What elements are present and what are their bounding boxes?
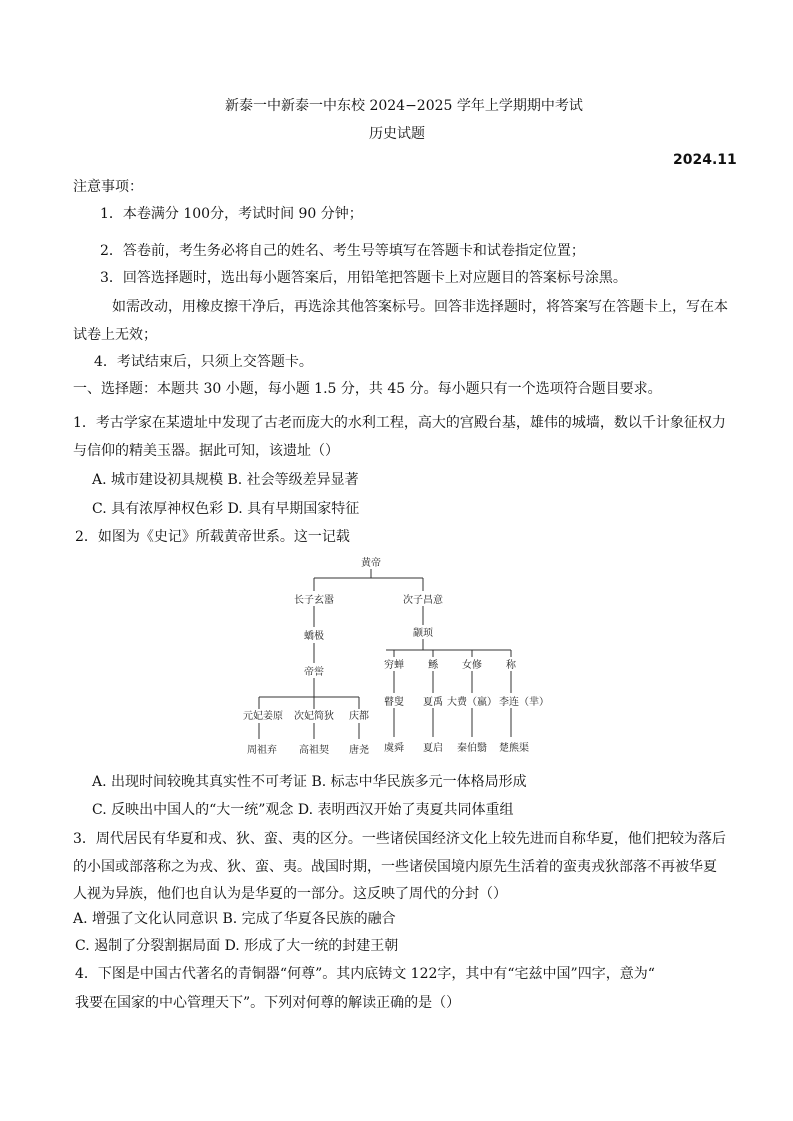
- note-item-1: 1．本卷满分 100分，考试时间 90 分钟；: [100, 206, 363, 222]
- node-diku: 帝喾: [304, 667, 324, 678]
- note-item-2: 2．答卷前，考生务必将自己的姓名、考生号等填写在答题卡和试卷指定位置；: [100, 243, 585, 259]
- node-lilian: 李连（芈）: [499, 697, 549, 708]
- node-xiayu: 夏禹: [423, 697, 443, 708]
- q3-stem-line-1: 3．周代居民有华夏和戎、狄、蛮、夷的区分。一些诸侯国经济文化上较先进而自称华夏，他们把较为落后: [73, 831, 726, 847]
- node-yushun: 虞舜: [384, 743, 404, 754]
- node-jiaoji: 蟜极: [304, 631, 324, 642]
- q3-options-ab: A. 增强了文化认同意识 B. 完成了华夏各民族的融合: [73, 911, 396, 927]
- node-cheng: 称: [506, 660, 516, 671]
- node-qinboyi: 秦伯翳: [457, 743, 487, 754]
- node-dafei: 大费（嬴）: [447, 697, 497, 708]
- node-jiandi: 次妃简狄: [294, 711, 334, 722]
- section-heading: 一、选择题：本题共 30 小题，每小题 1.5 分，共 45 分。每小题只有一个选项符合题目要求。: [73, 381, 662, 397]
- node-zhuanxu: 颛顼: [413, 628, 433, 639]
- exam-title: 新泰一中新泰一中东校 2024−2025 学年上学期期中考试: [225, 98, 583, 114]
- note-item-3-cont-2: 试卷上无效；: [73, 327, 157, 343]
- note-item-4: 4．考试结束后，只须上交答题卡。: [94, 354, 313, 370]
- exam-subject: 历史试题: [369, 126, 425, 142]
- q1-options-ab: A. 城市建设初具规模 B. 社会等级差异显著: [92, 472, 359, 488]
- node-xuanxiao: 长子玄嚣: [294, 595, 334, 606]
- node-chuxiongqu: 楚熊渠: [499, 743, 529, 754]
- q2-options-ab: A. 出现时间较晚其真实性不可考证 B. 标志中华民族多元一体格局形成: [92, 774, 527, 790]
- q2-stem: 2．如图为《史记》所载黄帝世系。这一记载: [75, 529, 350, 545]
- node-qingdu: 庆都: [349, 711, 369, 722]
- node-zhouqi: 周祖弃: [247, 745, 277, 756]
- node-xiaqi: 夏启: [423, 743, 443, 754]
- node-gusou: 瞽叟: [384, 697, 404, 708]
- note-item-3-cont-1: 如需改动，用橡皮擦干净后，再选涂其他答案标号。回答非选择题时，将答案写在答题卡上，写在本: [112, 299, 728, 315]
- node-gun: 鲧: [428, 660, 438, 671]
- node-gaoxie: 高祖契: [299, 745, 329, 756]
- q1-stem-line-2: 与信仰的精美玉器。据此可知，该遗址（）: [73, 443, 339, 459]
- node-changyi: 次子昌意: [403, 595, 443, 606]
- node-nvxiu: 女修: [462, 660, 482, 671]
- q3-stem-line-2: 的小国或部落称之为戎、狄、蛮、夷。战国时期，一些诸侯国境内原先生活着的蛮夷戎狄部落不再被华夏: [73, 859, 717, 875]
- q1-options-cd: C. 具有浓厚神权色彩 D. 具有早期国家特征: [92, 501, 360, 517]
- q4-stem-line-1: 4．下图是中国古代著名的青铜器“何尊”。其内底铸文 122字，其中有“宅兹中国”四字，意为“: [75, 966, 655, 982]
- q4-stem-line-2: 我要在国家的中心管理天下”。下列对何尊的解读正确的是（）: [75, 995, 461, 1011]
- q3-options-cd: C. 遏制了分裂割据局面 D. 形成了大一统的封建王朝: [75, 938, 399, 954]
- node-tangyao: 唐尧: [349, 745, 369, 756]
- note-item-3: 3．回答选择题时，选出每小题答案后，用铅笔把答题卡上对应题目的答案标号涂黑。: [100, 270, 627, 286]
- huangdi-genealogy-diagram: [236, 553, 566, 763]
- node-qiongchan: 穷蝉: [384, 660, 404, 671]
- exam-date: 2024.11: [673, 152, 737, 168]
- q2-options-cd: C. 反映出中国人的“大一统”观念 D. 表明西汉开始了夷夏共同体重组: [92, 802, 514, 818]
- q1-stem-line-1: 1．考古学家在某遗址中发现了古老而庞大的水利工程，高大的宫殿台基，雄伟的城墙，数以千计象征权力: [73, 415, 726, 431]
- notes-heading: 注意事项：: [73, 179, 143, 195]
- node-huangdi: 黄帝: [361, 558, 381, 569]
- q3-stem-line-3: 人视为异族，他们也自认为是华夏的一部分。这反映了周代的分封（）: [73, 886, 507, 902]
- node-jiangyuan: 元妃姜原: [243, 711, 283, 722]
